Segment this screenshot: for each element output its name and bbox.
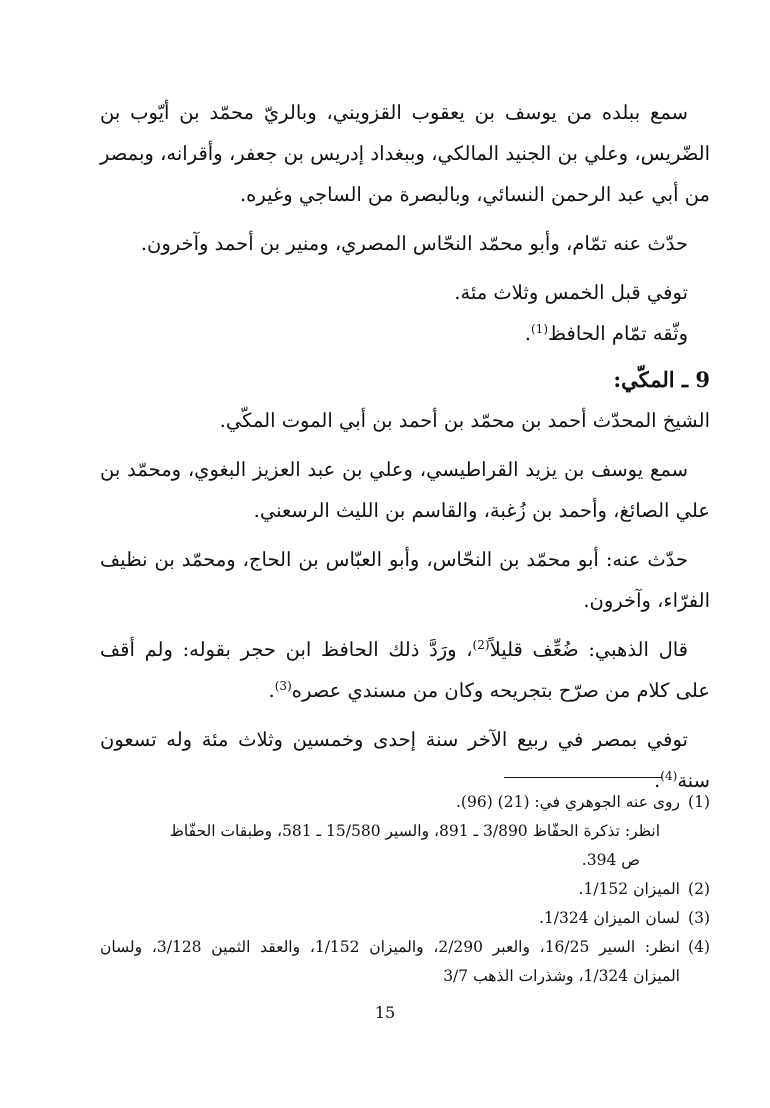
page-body [100,92,710,801]
footnote-1 [100,788,710,875]
entry-8-text [100,92,710,354]
footnote-line: ص 394. [581,851,640,869]
footnote-line: انظر: تذكرة الحفّاظ 3/890 ـ 891، والسير 15/580 ـ 581، وطبقات الحفّاظ [169,822,660,840]
footnote-3 [100,904,710,933]
entry-9-text [100,400,710,801]
entry-9-paragraph-3-end: . [268,679,275,702]
entry-8-paragraph-4-text: وثّقه تمّام الحافظ [548,322,688,345]
footnote-ref-3: (3) [274,679,292,693]
footnote-number: (3) [688,909,710,927]
page-number: 15 [374,1003,396,1022]
footnote-separator [504,777,662,778]
entry-8-paragraph-3: توفي قبل الخمس وثلاث مئة. [454,281,688,304]
footnote-ref-4: (4) [660,769,678,783]
entry-8-paragraph-1: سمع ببلده من يوسف بن يعقوب القزويني، وبالريّ محمّد بن أيّوب بن الضّريس، وعلي بن الجنيد المالكي، وببغداد إدريس بن جعفر، وأقرانه، وبمصر من أبي عبد الرحمن النسائي، وبالبصرة من الساجي وغيره. [100,101,710,206]
footnote-ref-2: (2) [472,638,490,652]
footnote-4 [100,933,710,991]
entry-8-paragraph-4-end: . [524,322,531,345]
entry-8-paragraph-4 [100,313,710,354]
footnote-number: (1) [688,793,710,811]
entry-9-paragraph-3-text-b: ، ورَدَّ ذلك الحافظ ابن حجر بقوله: ولم أقف على كلام من صرّح بتجريحه وكان من مسندي عصره [100,638,710,702]
footnote-line: لسان الميزان 1/324. [538,909,680,927]
entry-9-paragraph-3 [100,629,710,711]
entry-8-paragraph-2: حدّث عنه تمّام، وأبو محمّد النحّاس المصري، ومنير بن أحمد وآخرون. [140,232,688,255]
footnote-number: (2) [688,880,710,898]
footnote-line: روى عنه الجوهري في: (21) (96). [455,793,680,811]
footnotes [100,788,710,991]
footnote-line: الميزان 1/152. [578,880,680,898]
footnote-line: انظر: السير 16/25، والعبر 2/290، والميزان 1/152، والعقد الثمين 3/128، ولسان الميزان 1/324، وشذرات الذهب 3/7 [100,938,680,985]
footnote-ref-1: (1) [530,322,548,336]
entry-9-paragraph-4-text: توفي بمصر في ربيع الآخر سنة إحدى وخمسين وثلاث مئة وله تسعون سنة [100,728,710,792]
footnote-2 [100,875,710,904]
entry-9-paragraph-4-end: . [654,769,661,792]
entry-9-paragraph-1: سمع يوسف بن يزيد القراطيسي، وعلي بن عبد العزيز البغوي، ومحمّد بن علي الصائغ، وأحمد بن زُغبة، والقاسم بن الليث الرسعني. [100,458,710,522]
entry-9-paragraph-2: حدّث عنه: أبو محمّد بن النحّاس، وأبو العبّاس بن الحاج، ومحمّد بن نظيف الفرّاء، وآخرون. [100,548,710,612]
footnote-number: (4) [688,938,710,956]
entry-9-heading: 9 ـ المكّي: [613,367,710,392]
entry-9-paragraph-3-text-a: قال الذهبي: ضُعِّف قليلاً [489,638,689,661]
entry-9-name: الشيخ المحدّث أحمد بن محمّد بن أحمد بن أبي الموت المكّي. [219,409,710,432]
